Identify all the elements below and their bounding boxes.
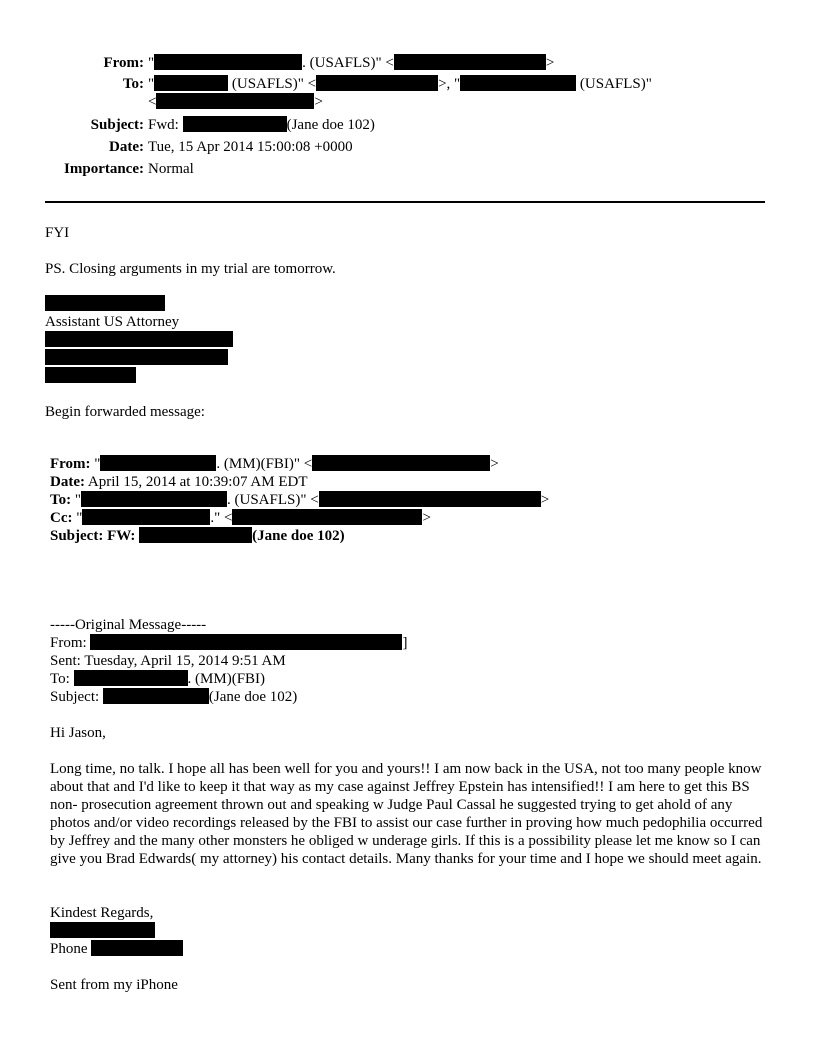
- fwd-subject-line: Subject: FW: (Jane doe 102): [50, 528, 345, 544]
- orig-phone-line: Phone: [50, 940, 183, 958]
- orig-sent-line: Sent: Tuesday, April 15, 2014 9:51 AM: [50, 653, 286, 669]
- header-subject-label: Subject:: [90, 117, 144, 133]
- header-to-label: To:: [122, 76, 144, 92]
- begin-forwarded: Begin forwarded message:: [45, 404, 205, 420]
- fwd-to-line: To: " . (USAFLS)" < >: [50, 492, 550, 508]
- redaction-box: [100, 455, 216, 471]
- redaction-box: [154, 54, 302, 70]
- header-to-value: " (USAFLS)" < >, " (USAFLS)": [148, 76, 652, 92]
- redaction-box: [312, 455, 490, 471]
- header-importance-label: Importance:: [64, 161, 144, 177]
- redaction-box: [232, 509, 422, 525]
- redaction-box: [45, 295, 165, 311]
- redaction-box: [319, 491, 541, 507]
- orig-closing: Kindest Regards,: [50, 905, 154, 921]
- header-from-value: " . (USAFLS)" < >: [148, 55, 555, 71]
- orig-greeting: Hi Jason,: [50, 725, 106, 741]
- header-subject-value: Fwd: (Jane doe 102): [148, 117, 375, 133]
- body-ps: PS. Closing arguments in my trial are tomorrow.: [45, 261, 336, 277]
- redaction-box: [103, 688, 209, 704]
- redaction-box: [74, 670, 188, 686]
- fwd-date-line: Date: April 15, 2014 at 10:39:07 AM EDT: [50, 474, 308, 490]
- redaction-box: [45, 367, 136, 383]
- header-date-label: Date:: [109, 139, 144, 155]
- redaction-box: [45, 349, 228, 365]
- redaction-box: [156, 93, 314, 109]
- signature-title: Assistant US Attorney: [45, 314, 180, 330]
- fwd-cc-line: Cc: " ." < >: [50, 510, 431, 526]
- signature-line-redaction: [45, 349, 228, 367]
- redaction-box: [50, 922, 155, 938]
- orig-sent-from: Sent from my iPhone: [50, 977, 178, 993]
- header-divider: [45, 201, 765, 203]
- header-to-value-line2: < >: [148, 94, 323, 110]
- header-date-value: Tue, 15 Apr 2014 15:00:08 +0000: [148, 139, 353, 155]
- redaction-box: [460, 75, 576, 91]
- redaction-box: [81, 491, 227, 507]
- header-importance-value: Normal: [148, 161, 194, 177]
- orig-to-line: To: . (MM)(FBI): [50, 671, 266, 687]
- redaction-box: [154, 75, 228, 91]
- redaction-box: [183, 116, 287, 132]
- signature-line-redaction: [45, 331, 233, 349]
- orig-subject-line: Subject: (Jane doe 102): [50, 689, 298, 705]
- header-from-label: From:: [103, 55, 144, 71]
- orig-from-line: From: ]: [50, 635, 408, 651]
- orig-sender-redaction: [50, 922, 155, 940]
- body-fyi: FYI: [45, 225, 70, 241]
- orig-message-body: Long time, no talk. I hope all has been well for you and yours!! I am now back in the USA, not too many people know about that and I'd like to keep it that way as my case against Jeffrey Epstein has intensified!! I am here to get this BS non- prosecution agreement thrown out and speaking w Judge Paul Cassal he suggested trying to get ahold of any photos and/or video recordings released by the FBI to assist our case further in proving how much pedophilia occurred by Jeffrey and the many other monsters he obliged w underage girls. If this is a possibility please let me know so I can give you Brad Edwards( my attorney) his contact details. Many thanks for your time and I hope we should meet again.: [50, 761, 763, 867]
- redaction-box: [82, 509, 210, 525]
- signature-line-redaction: [45, 367, 136, 385]
- fwd-from-line: From: " . (MM)(FBI)" < >: [50, 456, 499, 472]
- redaction-box: [316, 75, 438, 91]
- redaction-box: [91, 940, 183, 956]
- redaction-box: [90, 634, 402, 650]
- redaction-box: [394, 54, 546, 70]
- signature-name-redaction: [45, 295, 165, 313]
- redaction-box: [45, 331, 233, 347]
- redaction-box: [139, 527, 252, 543]
- original-divider: -----Original Message-----: [50, 617, 207, 633]
